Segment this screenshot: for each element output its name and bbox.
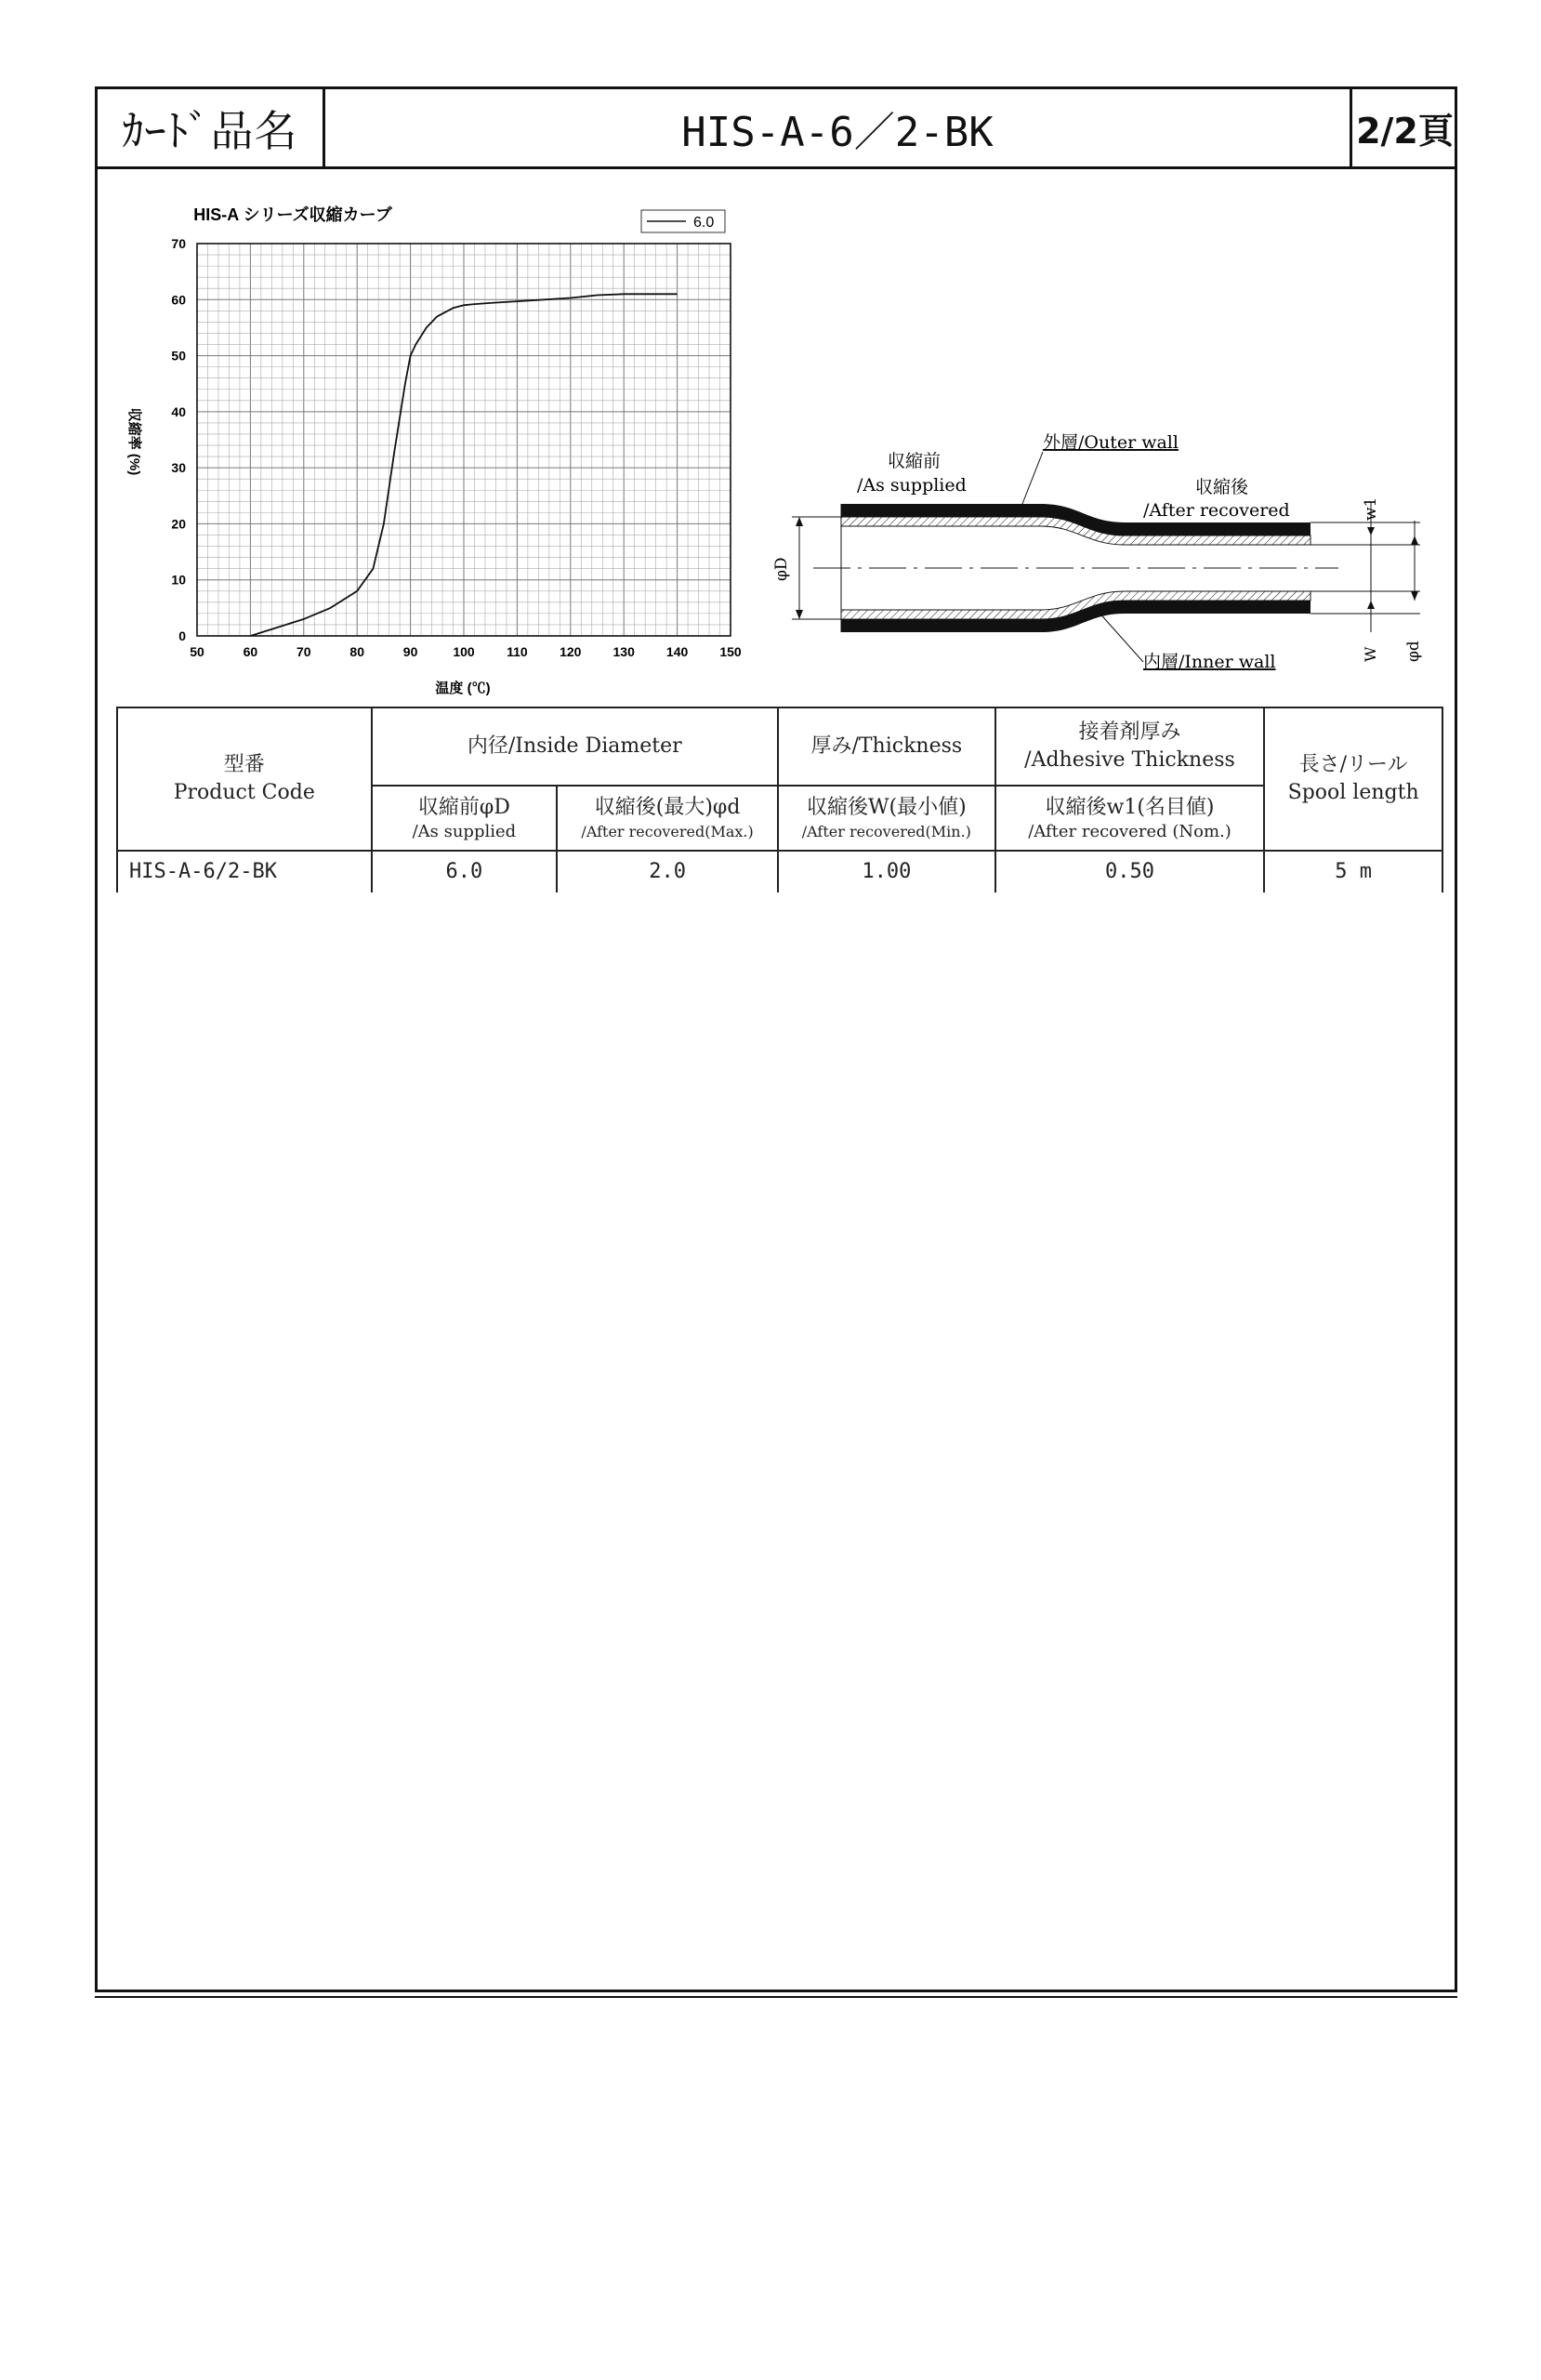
col-w1-header bbox=[995, 786, 1265, 851]
col-D-en: /As supplied bbox=[412, 822, 517, 841]
model-header bbox=[117, 707, 372, 851]
card-name-label: ｶｰﾄﾞ品名 bbox=[98, 89, 325, 166]
col-W-jp: 収縮後W(最小値) bbox=[806, 796, 967, 819]
adhesive-header-en: /Adhesive Thickness bbox=[1024, 748, 1235, 772]
x-tick-label: 130 bbox=[612, 644, 635, 659]
length-header-jp: 長さ/リール bbox=[1298, 753, 1408, 776]
thickness-header: 厚み/Thickness bbox=[778, 707, 995, 786]
y-tick-label: 50 bbox=[171, 348, 186, 364]
adhesive-header bbox=[995, 707, 1265, 786]
product-title: HIS-A-6／2-BK bbox=[325, 89, 1352, 166]
spec-table bbox=[116, 707, 1443, 892]
model-header-en: Product Code bbox=[173, 781, 315, 804]
col-w1-jp: 収縮後w1(名目値) bbox=[1045, 796, 1215, 819]
chart-legend bbox=[641, 210, 725, 232]
row-code: HIS-A-6/2-BK bbox=[117, 851, 372, 892]
row-W: 1.00 bbox=[778, 851, 995, 892]
y-tick-label: 20 bbox=[171, 516, 186, 532]
row-length: 5 m bbox=[1264, 851, 1442, 892]
outer-wall-leader bbox=[1022, 452, 1043, 504]
y-tick-label: 60 bbox=[171, 292, 186, 308]
col-d-en: /After recovered(Max.) bbox=[581, 823, 754, 840]
row-D: 6.0 bbox=[372, 851, 558, 892]
adhesive-header-jp: 接着剤厚み bbox=[1078, 721, 1181, 744]
row-d: 2.0 bbox=[557, 851, 778, 892]
col-d-jp: 収縮後(最大)φd bbox=[594, 796, 741, 819]
legend-label-6-0: 6.0 bbox=[693, 215, 715, 231]
shrink-curve-chart bbox=[112, 195, 762, 697]
y-tick-label: 0 bbox=[178, 628, 186, 643]
row-w1: 0.50 bbox=[995, 851, 1265, 892]
w1-label: w1 bbox=[1362, 496, 1380, 521]
col-w1-en: /After recovered (Nom.) bbox=[1028, 822, 1231, 841]
x-axis-label: 温度 (℃) bbox=[435, 681, 491, 696]
tube-cross-section-diagram bbox=[744, 418, 1431, 688]
W-label: W bbox=[1362, 646, 1379, 662]
x-tick-label: 50 bbox=[190, 644, 204, 659]
inner-wall-label: 内層/Inner wall bbox=[1143, 652, 1276, 672]
length-header-en: Spool length bbox=[1287, 781, 1419, 804]
as-supplied-en: /As supplied bbox=[857, 475, 967, 496]
x-tick-label: 150 bbox=[719, 644, 742, 659]
after-recovered-en: /After recovered bbox=[1143, 500, 1290, 521]
col-d-header bbox=[557, 786, 778, 851]
y-tick-label: 70 bbox=[171, 236, 186, 251]
x-tick-label: 120 bbox=[560, 644, 582, 659]
x-tick-label: 140 bbox=[665, 644, 689, 659]
length-header bbox=[1264, 707, 1442, 851]
table-row bbox=[117, 851, 1442, 892]
col-W-en: /After recovered(Min.) bbox=[801, 823, 971, 840]
page-number: 2/2頁 bbox=[1356, 111, 1454, 152]
model-header-jp: 型番 bbox=[223, 753, 265, 776]
inner-wall-leader bbox=[1097, 610, 1143, 662]
y-axis-label: 収縮率 (%) bbox=[126, 407, 142, 476]
phi-D-label: φD bbox=[772, 557, 791, 581]
y-tick-label: 10 bbox=[171, 572, 186, 588]
col-D-jp: 収縮前φD bbox=[417, 796, 510, 819]
col-W-header bbox=[778, 786, 995, 851]
y-tick-label: 40 bbox=[171, 403, 186, 419]
x-tick-label: 80 bbox=[349, 644, 364, 659]
outer-wall-label: 外層/Outer wall bbox=[1043, 432, 1179, 453]
inside-diameter-header: 内径/Inside Diameter bbox=[372, 707, 778, 786]
phi-d-label: φd bbox=[1404, 641, 1423, 662]
x-tick-label: 110 bbox=[507, 644, 528, 659]
after-recovered-jp: 収縮後 bbox=[1195, 477, 1249, 497]
col-D-header bbox=[372, 786, 558, 851]
x-tick-label: 100 bbox=[453, 644, 475, 659]
x-tick-label: 70 bbox=[296, 644, 311, 659]
bottom-rule bbox=[95, 1996, 1457, 1998]
x-tick-label: 90 bbox=[402, 644, 418, 659]
header-row bbox=[98, 89, 1455, 169]
chart-title: HIS-A シリーズ収縮カーブ bbox=[193, 205, 392, 224]
y-tick-label: 30 bbox=[171, 460, 186, 476]
as-supplied-jp: 収縮前 bbox=[888, 451, 942, 471]
x-tick-label: 60 bbox=[243, 644, 258, 659]
